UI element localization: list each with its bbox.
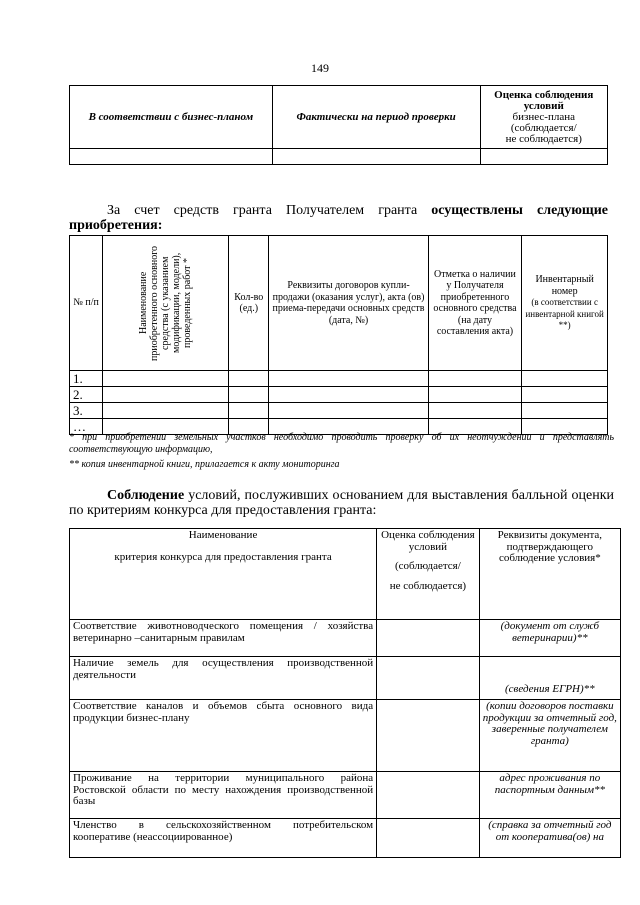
- header-actual: Фактически на период проверки: [272, 86, 480, 149]
- cell-empty[interactable]: [428, 403, 522, 419]
- row-number: …: [70, 419, 103, 435]
- inv-title: Инвентарный номер: [535, 274, 594, 297]
- table-row: [70, 700, 621, 772]
- criterion-cell: Проживание на территории муниципального района Ростовской области по месту нахождения производственной базы: [70, 772, 377, 819]
- header-name-text: Наименование приобретенного основного средства (с указанием модификации, модели), проведенных работ *: [138, 245, 194, 361]
- header-criterion: [70, 529, 377, 620]
- inv-note: (в соответствии с инвентарной книгой **): [525, 297, 604, 331]
- header-details: Реквизиты договоров купли-продажи (оказания услуг), акта (ов) приема-передачи основных средств (дата, №): [269, 236, 428, 371]
- cell-empty[interactable]: [269, 371, 428, 387]
- cell-empty[interactable]: [103, 387, 229, 403]
- cell-empty[interactable]: [522, 403, 608, 419]
- row-number: 3.: [70, 403, 103, 419]
- paragraph-bold: Соблюдение: [107, 488, 185, 503]
- table-row: [70, 620, 621, 657]
- assessment-cell[interactable]: [377, 700, 480, 772]
- cell-empty[interactable]: [272, 149, 480, 165]
- cell-empty[interactable]: [229, 387, 269, 403]
- header-assessment-a: Оценка соблюдения условий: [381, 529, 475, 553]
- header-business-plan: В соответствии с бизнес-планом: [70, 86, 273, 149]
- header-document: Реквизиты документа, подтверждающего соблюдение условия*: [479, 529, 620, 620]
- cell-empty[interactable]: [428, 387, 522, 403]
- paragraph-compliance: [69, 488, 614, 518]
- header-name: [103, 236, 229, 371]
- assessment-title: Оценка соблюдения условий: [494, 88, 594, 112]
- table-row: [70, 657, 621, 700]
- header-qty: Кол-во (ед.): [229, 236, 269, 371]
- header-assessment: [377, 529, 480, 620]
- assessment-cell[interactable]: [377, 620, 480, 657]
- header-inv: [522, 236, 608, 371]
- acquisitions-table: [69, 235, 608, 435]
- row-number: 1.: [70, 371, 103, 387]
- paragraph-bold: осуществлены следующие приобретения:: [69, 203, 608, 233]
- footnote-inventory: ** копия инвентарной книги, прилагается к акту мониторинга: [69, 459, 340, 470]
- document-cell: (сведения ЕГРН)**: [479, 657, 620, 700]
- cell-empty[interactable]: [522, 387, 608, 403]
- table-row: [70, 819, 621, 858]
- assessment-cell[interactable]: [377, 819, 480, 858]
- business-plan-table: [69, 85, 608, 165]
- header-assessment-b: (соблюдается/: [394, 560, 461, 572]
- assessment-sub2: (соблюдается/: [510, 121, 577, 134]
- table-row: [70, 403, 608, 419]
- header-mark: Отметка о наличии у Получателя приобретенного основного средства (на дату составления акта): [428, 236, 522, 371]
- table-row: [70, 371, 608, 387]
- header-assessment-c: не соблюдается): [389, 579, 467, 592]
- header-criterion-b: критерия конкурса для предоставления гранта: [114, 550, 332, 563]
- table-row: [70, 772, 621, 819]
- table-header-row: [70, 529, 621, 620]
- header-assessment: [480, 86, 607, 149]
- paragraph-lead: За счет средств гранта Получателем гранта: [107, 203, 432, 218]
- document-cell: (копии договоров поставки продукции за отчетный год, заверенные получателем гранта): [479, 700, 620, 772]
- cell-empty[interactable]: [229, 403, 269, 419]
- document-cell: (справка за отчетный год от кооператива(ов) на: [479, 819, 620, 858]
- assessment-sub1: бизнес-плана: [512, 110, 575, 123]
- cell-empty[interactable]: [103, 371, 229, 387]
- paragraph-acquisitions: [69, 203, 608, 233]
- header-criterion-a: Наименование: [188, 529, 258, 541]
- criterion-cell: Членство в сельскохозяйственном потребительском кооперативе (неассоциированное): [70, 819, 377, 858]
- table-row: [70, 149, 608, 165]
- paragraph-rest: условий, послуживших основанием для выставления балльной оценки по критериям конкурса для предоставления гранта:: [69, 488, 614, 518]
- assessment-cell[interactable]: [377, 772, 480, 819]
- cell-empty[interactable]: [269, 387, 428, 403]
- cell-empty[interactable]: [480, 149, 607, 165]
- cell-empty[interactable]: [269, 403, 428, 419]
- cell-empty[interactable]: [103, 403, 229, 419]
- table-header-row: [70, 236, 608, 371]
- assessment-sub3: не соблюдается): [505, 132, 582, 145]
- table-row: [70, 86, 608, 149]
- criteria-table: [69, 528, 621, 858]
- cell-empty[interactable]: [522, 371, 608, 387]
- cell-empty[interactable]: [70, 149, 273, 165]
- criterion-cell: Соответствие каналов и объемов сбыта основного вида продукции бизнес-плану: [70, 700, 377, 772]
- cell-empty[interactable]: [229, 371, 269, 387]
- assessment-cell[interactable]: [377, 657, 480, 700]
- document-cell: (документ от служб ветеринарии)**: [479, 620, 620, 657]
- footnote-land: * при приобретении земельных участков необходимо проводить проверку об их неотчуждении и представлять соответствующую информацию,: [69, 432, 614, 455]
- row-number: 2.: [70, 387, 103, 403]
- table-row: [70, 387, 608, 403]
- page-number: 149: [311, 61, 329, 75]
- cell-empty[interactable]: [428, 371, 522, 387]
- criterion-cell: Наличие земель для осуществления производственной деятельности: [70, 657, 377, 700]
- criterion-cell: Соответствие животноводческого помещения / хозяйства ветеринарно –санитарным правилам: [70, 620, 377, 657]
- header-num: № п/п: [70, 236, 103, 371]
- document-cell: адрес проживания по паспортным данным**: [479, 772, 620, 819]
